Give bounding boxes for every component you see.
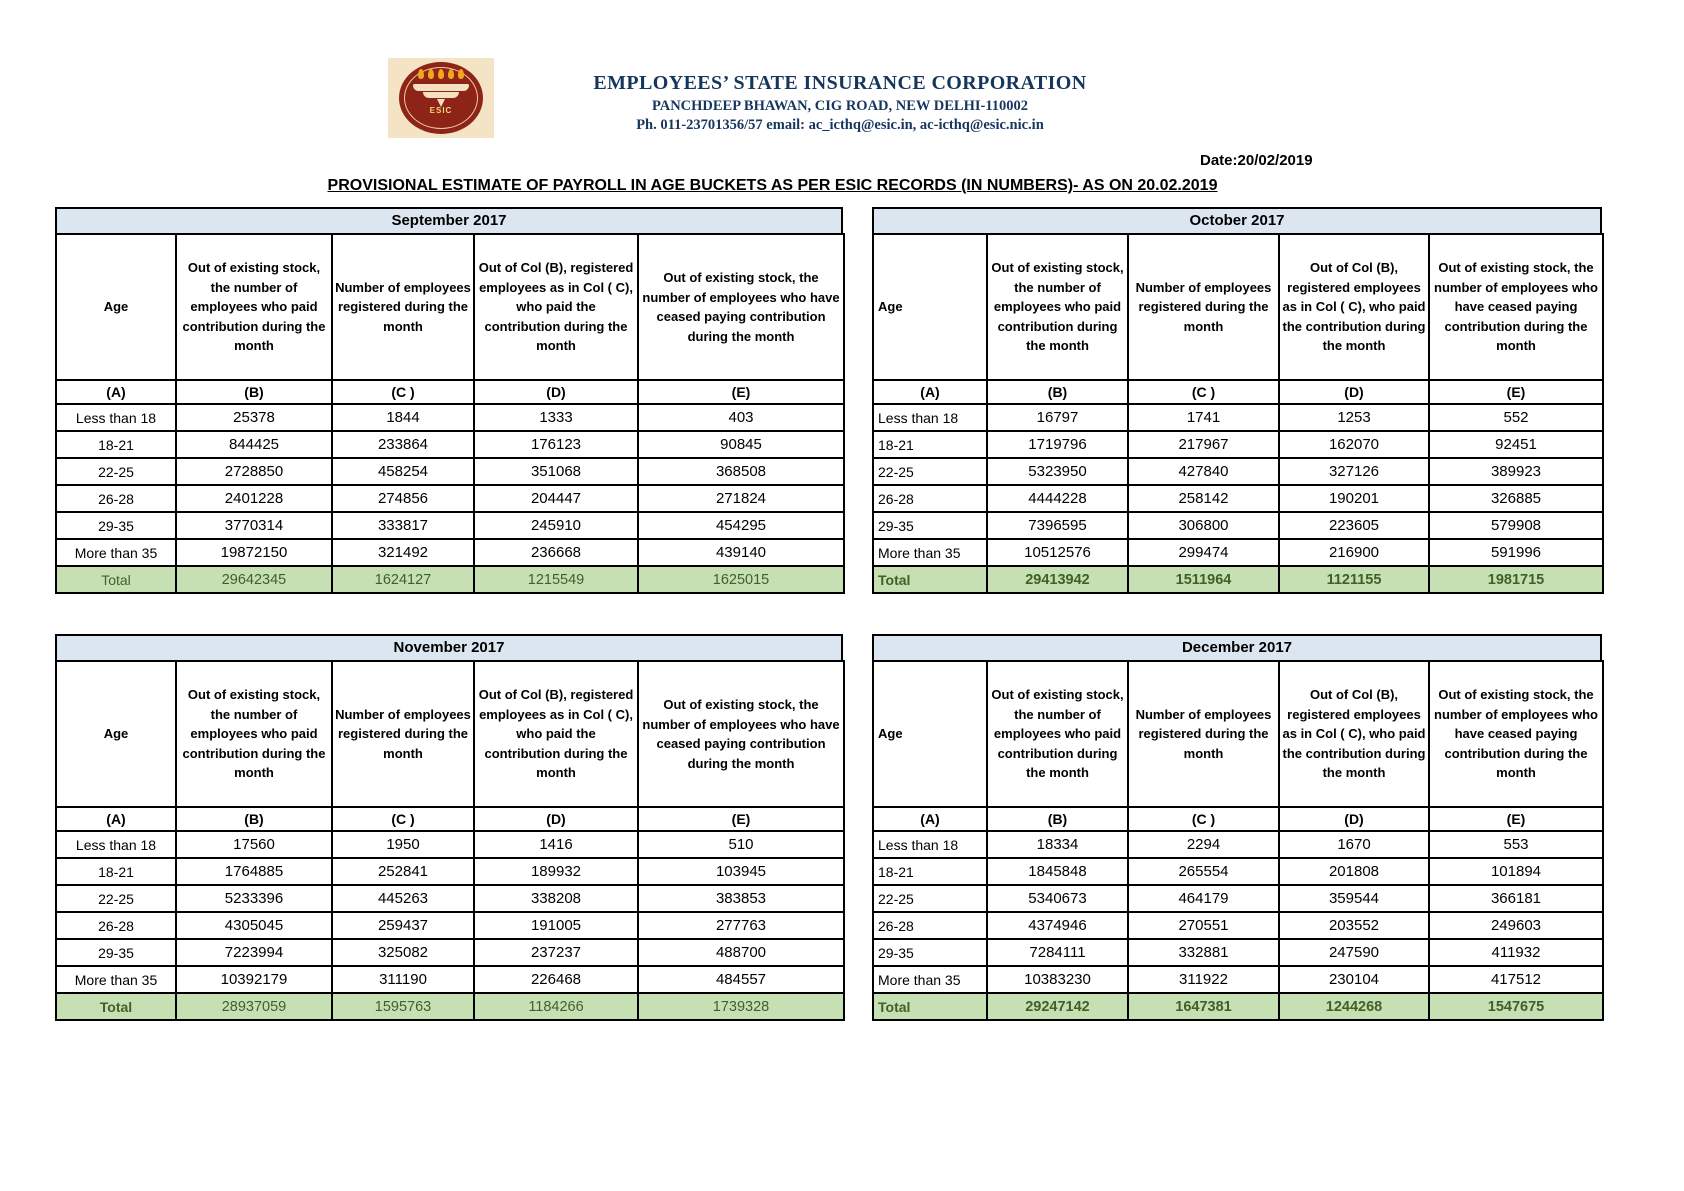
value-b: 844425	[176, 431, 332, 458]
age-row	[873, 539, 1603, 566]
value-e: 366181	[1429, 885, 1603, 912]
value-e: 510	[638, 831, 844, 858]
report-date: Date:20/02/2019	[1200, 152, 1313, 169]
value-b: 3770314	[176, 512, 332, 539]
column-header-d: Out of Col (B), registered employees as in Col ( C), who paid the contribution during the month	[474, 661, 638, 807]
month-table-4	[872, 634, 1602, 1021]
column-header-d: Out of Col (B), registered employees as in Col ( C), who paid the contribution during the month	[1279, 234, 1429, 380]
value-d: 191005	[474, 912, 638, 939]
lamp-flame-icon	[448, 69, 454, 79]
total-d: 1244268	[1279, 993, 1429, 1020]
value-e: 579908	[1429, 512, 1603, 539]
value-d: 245910	[474, 512, 638, 539]
value-b: 4305045	[176, 912, 332, 939]
value-c: 258142	[1128, 485, 1279, 512]
total-d: 1121155	[1279, 566, 1429, 593]
age-label: Less than 18	[56, 404, 176, 431]
value-c: 270551	[1128, 912, 1279, 939]
age-label: 22-25	[56, 885, 176, 912]
month-title: September 2017	[55, 207, 843, 233]
oil-lamp-icon	[413, 84, 469, 91]
value-e: 326885	[1429, 485, 1603, 512]
age-label: 18-21	[56, 858, 176, 885]
value-b: 25378	[176, 404, 332, 431]
value-e: 488700	[638, 939, 844, 966]
column-header-e: Out of existing stock, the number of employees who have ceased paying contribution during the month	[1429, 661, 1603, 807]
month-table-2	[872, 207, 1602, 594]
age-label: 29-35	[56, 939, 176, 966]
total-label: Total	[873, 566, 987, 593]
total-c: 1647381	[1128, 993, 1279, 1020]
value-e: 403	[638, 404, 844, 431]
total-b: 29413942	[987, 566, 1128, 593]
age-row	[873, 404, 1603, 431]
value-d: 230104	[1279, 966, 1429, 993]
age-label: 26-28	[56, 485, 176, 512]
column-letter: (D)	[474, 807, 638, 831]
column-letters-row	[873, 807, 1603, 831]
payroll-table	[872, 660, 1604, 1021]
age-label: Less than 18	[873, 404, 987, 431]
header-row	[873, 234, 1603, 380]
value-b: 17560	[176, 831, 332, 858]
value-c: 311922	[1128, 966, 1279, 993]
age-row	[56, 404, 844, 431]
age-row	[873, 512, 1603, 539]
column-header-b: Out of existing stock, the number of employees who paid contribution during the month	[176, 234, 332, 380]
total-row	[56, 566, 844, 593]
value-c: 311190	[332, 966, 474, 993]
age-row	[873, 458, 1603, 485]
value-d: 338208	[474, 885, 638, 912]
month-title: October 2017	[872, 207, 1602, 233]
value-c: 321492	[332, 539, 474, 566]
value-e: 103945	[638, 858, 844, 885]
value-d: 237237	[474, 939, 638, 966]
value-c: 233864	[332, 431, 474, 458]
value-c: 458254	[332, 458, 474, 485]
column-header-c: Number of employees registered during the month	[332, 661, 474, 807]
total-e: 1625015	[638, 566, 844, 593]
age-row	[873, 485, 1603, 512]
value-e: 484557	[638, 966, 844, 993]
age-label: 26-28	[873, 912, 987, 939]
value-e: 552	[1429, 404, 1603, 431]
lamp-flame-icon	[438, 69, 444, 79]
value-c: 333817	[332, 512, 474, 539]
value-e: 383853	[638, 885, 844, 912]
total-c: 1624127	[332, 566, 474, 593]
value-b: 5233396	[176, 885, 332, 912]
value-d: 1333	[474, 404, 638, 431]
column-letter: (E)	[638, 807, 844, 831]
value-c: 1741	[1128, 404, 1279, 431]
total-c: 1511964	[1128, 566, 1279, 593]
value-b: 10383230	[987, 966, 1128, 993]
age-row	[56, 939, 844, 966]
age-label: 18-21	[56, 431, 176, 458]
value-d: 236668	[474, 539, 638, 566]
column-letter: (A)	[56, 807, 176, 831]
age-label: 18-21	[873, 431, 987, 458]
column-header-b: Out of existing stock, the number of employees who paid contribution during the month	[987, 234, 1128, 380]
total-c: 1595763	[332, 993, 474, 1020]
header-row	[56, 234, 844, 380]
total-b: 29247142	[987, 993, 1128, 1020]
esic-logo	[388, 58, 494, 138]
value-c: 464179	[1128, 885, 1279, 912]
column-header-c: Number of employees registered during the month	[332, 234, 474, 380]
month-title: December 2017	[872, 634, 1602, 660]
value-d: 216900	[1279, 539, 1429, 566]
value-d: 247590	[1279, 939, 1429, 966]
age-label: More than 35	[56, 966, 176, 993]
column-header-c: Number of employees registered during the month	[1128, 661, 1279, 807]
value-d: 1253	[1279, 404, 1429, 431]
total-e: 1547675	[1429, 993, 1603, 1020]
org-name: EMPLOYEES’ STATE INSURANCE CORPORATION	[593, 72, 1087, 94]
value-c: 1950	[332, 831, 474, 858]
age-label: 29-35	[56, 512, 176, 539]
column-header-d: Out of Col (B), registered employees as in Col ( C), who paid the contribution during the month	[474, 234, 638, 380]
report-title: PROVISIONAL ESTIMATE OF PAYROLL IN AGE BUCKETS AS PER ESIC RECORDS (IN NUMBERS)- AS ON 20.02.2019	[327, 177, 1218, 194]
value-b: 7223994	[176, 939, 332, 966]
column-letter: (D)	[1279, 807, 1429, 831]
value-e: 90845	[638, 431, 844, 458]
age-column-header: Age	[56, 234, 176, 380]
column-letter: (D)	[474, 380, 638, 404]
value-c: 445263	[332, 885, 474, 912]
value-b: 10512576	[987, 539, 1128, 566]
total-d: 1215549	[474, 566, 638, 593]
value-e: 439140	[638, 539, 844, 566]
age-row	[873, 966, 1603, 993]
value-d: 359544	[1279, 885, 1429, 912]
age-label: 22-25	[873, 885, 987, 912]
age-label: 29-35	[873, 939, 987, 966]
value-d: 226468	[474, 966, 638, 993]
tables-grid	[55, 207, 1602, 1021]
month-table-1	[55, 207, 843, 594]
age-label: 22-25	[56, 458, 176, 485]
total-label: Total	[56, 566, 176, 593]
value-c: 265554	[1128, 858, 1279, 885]
total-d: 1184266	[474, 993, 638, 1020]
value-b: 5323950	[987, 458, 1128, 485]
value-d: 1416	[474, 831, 638, 858]
value-b: 2728850	[176, 458, 332, 485]
value-c: 2294	[1128, 831, 1279, 858]
column-letter: (B)	[176, 380, 332, 404]
column-letter: (C )	[1128, 807, 1279, 831]
column-letter: (A)	[873, 807, 987, 831]
value-d: 190201	[1279, 485, 1429, 512]
column-header-e: Out of existing stock, the number of employees who have ceased paying contribution during the month	[638, 234, 844, 380]
seal-label: ESIC	[429, 106, 453, 115]
age-label: More than 35	[873, 966, 987, 993]
value-e: 101894	[1429, 858, 1603, 885]
value-b: 16797	[987, 404, 1128, 431]
column-letter: (E)	[638, 380, 844, 404]
value-c: 299474	[1128, 539, 1279, 566]
value-d: 201808	[1279, 858, 1429, 885]
org-contact: Ph. 011-23701356/57 email: ac_icthq@esic.in, ac-icthq@esic.nic.in	[636, 117, 1044, 133]
age-label: 18-21	[873, 858, 987, 885]
column-letter: (A)	[873, 380, 987, 404]
esic-seal-icon	[399, 62, 483, 134]
age-label: 26-28	[873, 485, 987, 512]
age-label: Less than 18	[873, 831, 987, 858]
column-letter: (C )	[1128, 380, 1279, 404]
column-header-b: Out of existing stock, the number of employees who paid contribution during the month	[987, 661, 1128, 807]
column-header-e: Out of existing stock, the number of employees who have ceased paying contribution during the month	[638, 661, 844, 807]
value-d: 204447	[474, 485, 638, 512]
lamp-flame-icon	[418, 69, 424, 79]
column-header-d: Out of Col (B), registered employees as in Col ( C), who paid the contribution during the month	[1279, 661, 1429, 807]
age-label: Less than 18	[56, 831, 176, 858]
lamp-flame-icon	[428, 69, 434, 79]
column-letter: (B)	[987, 807, 1128, 831]
age-label: More than 35	[56, 539, 176, 566]
age-row	[873, 885, 1603, 912]
column-header-c: Number of employees registered during the month	[1128, 234, 1279, 380]
age-row	[56, 831, 844, 858]
column-letter: (A)	[56, 380, 176, 404]
value-b: 10392179	[176, 966, 332, 993]
payroll-table	[55, 660, 845, 1021]
total-b: 29642345	[176, 566, 332, 593]
value-e: 271824	[638, 485, 844, 512]
value-e: 454295	[638, 512, 844, 539]
value-b: 4374946	[987, 912, 1128, 939]
total-row	[873, 566, 1603, 593]
value-e: 553	[1429, 831, 1603, 858]
age-label: 29-35	[873, 512, 987, 539]
total-e: 1739328	[638, 993, 844, 1020]
column-letter: (C )	[332, 807, 474, 831]
column-letter: (C )	[332, 380, 474, 404]
age-row	[873, 912, 1603, 939]
oil-lamp-icon	[423, 92, 459, 98]
payroll-table	[55, 233, 845, 594]
age-row	[873, 431, 1603, 458]
value-d: 162070	[1279, 431, 1429, 458]
column-letter: (B)	[987, 380, 1128, 404]
value-d: 1670	[1279, 831, 1429, 858]
age-label: More than 35	[873, 539, 987, 566]
header-row	[873, 661, 1603, 807]
age-row	[56, 539, 844, 566]
age-row	[873, 939, 1603, 966]
value-c: 332881	[1128, 939, 1279, 966]
value-b: 19872150	[176, 539, 332, 566]
total-e: 1981715	[1429, 566, 1603, 593]
org-text-block	[500, 72, 1180, 134]
value-d: 327126	[1279, 458, 1429, 485]
age-row	[873, 858, 1603, 885]
value-c: 259437	[332, 912, 474, 939]
total-label: Total	[873, 993, 987, 1020]
value-b: 7396595	[987, 512, 1128, 539]
value-c: 274856	[332, 485, 474, 512]
age-row	[56, 858, 844, 885]
value-e: 249603	[1429, 912, 1603, 939]
value-c: 252841	[332, 858, 474, 885]
age-row	[873, 831, 1603, 858]
age-row	[56, 458, 844, 485]
column-header-b: Out of existing stock, the number of employees who paid contribution during the month	[176, 661, 332, 807]
org-address: PANCHDEEP BHAWAN, CIG ROAD, NEW DELHI-110002	[651, 98, 1029, 114]
value-b: 18334	[987, 831, 1128, 858]
value-e: 411932	[1429, 939, 1603, 966]
value-d: 351068	[474, 458, 638, 485]
header-row	[56, 661, 844, 807]
column-letters-row	[56, 807, 844, 831]
value-e: 389923	[1429, 458, 1603, 485]
total-b: 28937059	[176, 993, 332, 1020]
column-header-e: Out of existing stock, the number of employees who have ceased paying contribution during the month	[1429, 234, 1603, 380]
value-d: 203552	[1279, 912, 1429, 939]
value-c: 1844	[332, 404, 474, 431]
month-table-3	[55, 634, 843, 1021]
value-c: 217967	[1128, 431, 1279, 458]
age-row	[56, 512, 844, 539]
value-b: 1719796	[987, 431, 1128, 458]
age-column-header: Age	[873, 234, 987, 380]
total-row	[56, 993, 844, 1020]
age-label: 26-28	[56, 912, 176, 939]
value-b: 7284111	[987, 939, 1128, 966]
age-row	[56, 485, 844, 512]
column-letter: (B)	[176, 807, 332, 831]
value-d: 223605	[1279, 512, 1429, 539]
month-title: November 2017	[55, 634, 843, 660]
value-d: 176123	[474, 431, 638, 458]
value-b: 1845848	[987, 858, 1128, 885]
lamp-flame-icon	[458, 69, 464, 79]
value-b: 4444228	[987, 485, 1128, 512]
column-letter: (D)	[1279, 380, 1429, 404]
age-label: 22-25	[873, 458, 987, 485]
value-c: 306800	[1128, 512, 1279, 539]
value-e: 277763	[638, 912, 844, 939]
total-label: Total	[56, 993, 176, 1020]
value-b: 5340673	[987, 885, 1128, 912]
value-d: 189932	[474, 858, 638, 885]
age-row	[56, 912, 844, 939]
total-row	[873, 993, 1603, 1020]
value-c: 325082	[332, 939, 474, 966]
value-b: 2401228	[176, 485, 332, 512]
column-letter: (E)	[1429, 380, 1603, 404]
value-e: 417512	[1429, 966, 1603, 993]
age-column-header: Age	[873, 661, 987, 807]
column-letters-row	[873, 380, 1603, 404]
age-column-header: Age	[56, 661, 176, 807]
value-e: 368508	[638, 458, 844, 485]
age-row	[56, 885, 844, 912]
age-row	[56, 966, 844, 993]
column-letters-row	[56, 380, 844, 404]
value-e: 92451	[1429, 431, 1603, 458]
value-b: 1764885	[176, 858, 332, 885]
age-row	[56, 431, 844, 458]
value-e: 591996	[1429, 539, 1603, 566]
payroll-table	[872, 233, 1604, 594]
column-letter: (E)	[1429, 807, 1603, 831]
value-c: 427840	[1128, 458, 1279, 485]
